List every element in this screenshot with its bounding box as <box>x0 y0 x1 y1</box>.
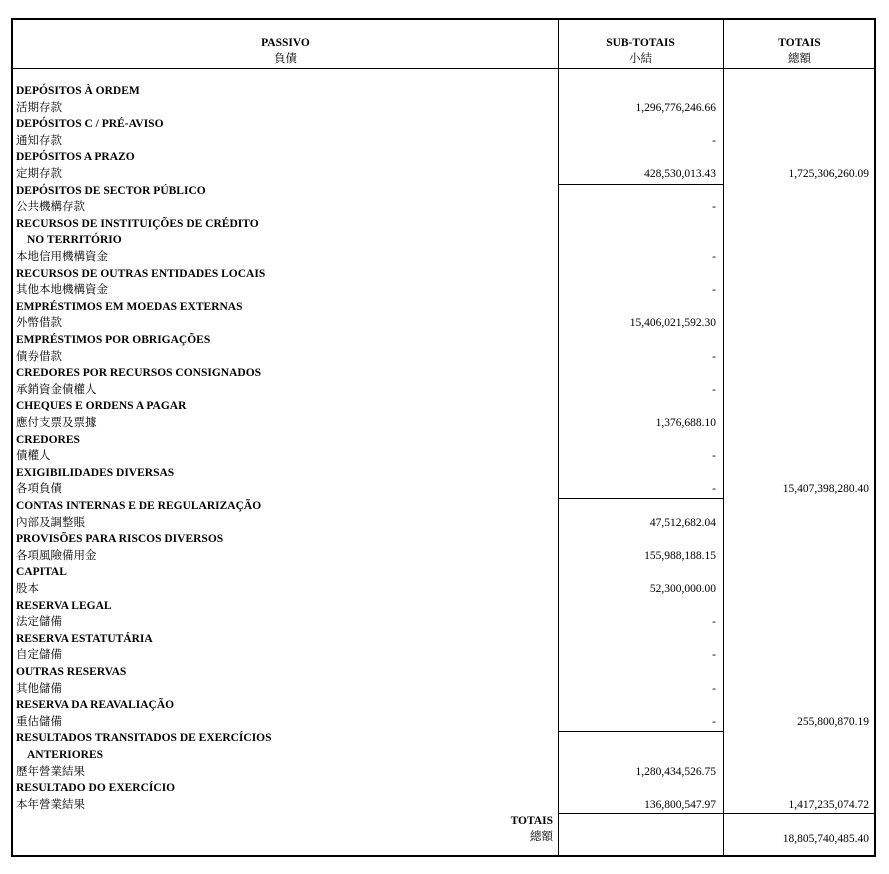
row-label: NO TERRITÓRIO <box>27 234 122 247</box>
row-label: 定期存款 <box>16 168 62 180</box>
row-label: 內部及調整賬 <box>16 516 85 529</box>
group-rule-deposits <box>558 184 723 185</box>
row-subtotal: 1,296,776,246.66 <box>635 101 716 114</box>
row-subtotal: - <box>712 350 716 363</box>
row-label: 應付支票及票據 <box>16 417 97 429</box>
row-subtotal: - <box>712 251 716 263</box>
row-label: CONTAS INTERNAS E DE REGULARIZAÇÃO <box>16 500 262 512</box>
row-label: RECURSOS DE INSTITUIÇÕES DE CRÉDITO <box>16 217 259 230</box>
footer-totais-zh: 總額 <box>530 831 553 843</box>
row-label: EMPRÉSTIMOS EM MOEDAS EXTERNAS <box>16 300 243 313</box>
row-subtotal: 1,280,434,526.75 <box>635 765 716 778</box>
header-totais <box>723 35 876 67</box>
row-label: CREDORES <box>16 433 80 446</box>
balance-sheet-liabilities <box>11 18 876 857</box>
row-label: 歷年營業結果 <box>16 765 85 778</box>
row-label: 本地信用機構資金 <box>16 251 108 263</box>
row-label: RESERVA ESTATUTÁRIA <box>16 632 153 645</box>
row-label: 法定儲備 <box>16 616 62 629</box>
row-label: 債券借款 <box>16 350 62 363</box>
row-subtotal: 155,988,188.15 <box>644 549 716 562</box>
row-subtotal: 136,800,547.97 <box>644 798 716 811</box>
row-label: OUTRAS RESERVAS <box>16 666 127 678</box>
row-subtotal: - <box>712 483 716 496</box>
row-label: RESERVA LEGAL <box>16 599 112 612</box>
row-subtotal: - <box>712 201 716 214</box>
row-subtotal: - <box>712 284 716 297</box>
row-subtotal: 47,512,682.04 <box>649 516 716 529</box>
row-total: 1,417,235,074.72 <box>788 798 869 811</box>
header-subtotais-pt: SUB-TOTAIS <box>606 37 675 49</box>
row-label: CAPITAL <box>16 566 67 579</box>
row-label: RECURSOS DE OUTRAS ENTIDADES LOCAIS <box>16 267 266 280</box>
group-rule-reserves <box>558 731 723 732</box>
row-label: RESULTADO DO EXERCÍCIO <box>16 782 176 795</box>
row-label: 公共機構存款 <box>16 201 85 214</box>
row-subtotal: - <box>712 682 716 695</box>
row-label: ANTERIORES <box>27 749 104 761</box>
row-label: 債權人 <box>16 450 51 463</box>
row-total: 255,800,870.19 <box>797 715 869 728</box>
row-label: CHEQUES E ORDENS A PAGAR <box>16 400 187 413</box>
row-label: 通知存款 <box>16 134 62 147</box>
row-label: 外幣借款 <box>16 317 62 330</box>
row-label: 股本 <box>16 583 39 595</box>
header-totais-pt: TOTAIS <box>778 37 821 49</box>
row-label: 各項風險備用金 <box>16 549 97 562</box>
row-label: CREDORES POR RECURSOS CONSIGNADOS <box>16 367 262 380</box>
row-label: RESERVA DA REAVALIAÇÃO <box>16 699 175 712</box>
row-label: PROVISÕES PARA RISCOS DIVERSOS <box>16 533 224 546</box>
row-subtotal: - <box>712 616 716 629</box>
header-passivo-zh: 負債 <box>274 53 297 65</box>
row-subtotal: 1,376,688.10 <box>655 417 716 429</box>
row-subtotal: - <box>712 134 716 147</box>
header-passivo-pt: PASSIVO <box>261 37 310 49</box>
footer-totais-pt: TOTAIS <box>510 815 553 827</box>
row-label: DEPÓSITOS A PRAZO <box>16 151 135 164</box>
row-label: 自定儲備 <box>16 649 62 662</box>
row-label: 活期存款 <box>16 101 62 114</box>
header-subtotais-zh: 小結 <box>629 53 652 65</box>
row-label: EXIGIBILIDADES DIVERSAS <box>16 466 175 479</box>
row-label: 其他儲備 <box>16 682 62 695</box>
row-subtotal: 15,406,021,592.30 <box>629 317 716 330</box>
row-subtotal: 52,300,000.00 <box>649 583 716 595</box>
row-label: RESULTADOS TRANSITADOS DE EXERCÍCIOS <box>16 732 272 745</box>
row-label: 各項負債 <box>16 483 62 496</box>
header-rule <box>13 68 874 69</box>
row-total: 1,725,306,260.09 <box>788 168 869 180</box>
row-total: 15,407,398,280.40 <box>782 483 869 496</box>
row-label: 其他本地機構資金 <box>16 284 108 297</box>
row-subtotal: 428,530,013.43 <box>644 168 716 180</box>
row-subtotal: - <box>712 383 716 396</box>
row-label: DEPÓSITOS C / PRÉ-AVISO <box>16 118 164 131</box>
row-subtotal: - <box>712 450 716 463</box>
row-subtotal: - <box>712 715 716 728</box>
header-totais-zh: 總額 <box>788 53 811 65</box>
row-label: 承銷資金債權人 <box>16 383 97 396</box>
header-passivo <box>13 35 558 67</box>
group-rule-liabilities <box>558 498 723 499</box>
row-label: EMPRÉSTIMOS POR OBRIGAÇÕES <box>16 334 211 346</box>
grand-total-value: 18,805,740,485.40 <box>782 833 869 845</box>
row-label: 重估儲備 <box>16 715 62 728</box>
row-label: DEPÓSITOS DE SECTOR PÚBLICO <box>16 184 206 197</box>
header-subtotais <box>558 35 723 67</box>
row-subtotal: - <box>712 649 716 662</box>
row-label: DEPÓSITOS À ORDEM <box>16 85 140 97</box>
row-label: 本年營業結果 <box>16 798 85 811</box>
footer-totais-label <box>433 813 553 845</box>
